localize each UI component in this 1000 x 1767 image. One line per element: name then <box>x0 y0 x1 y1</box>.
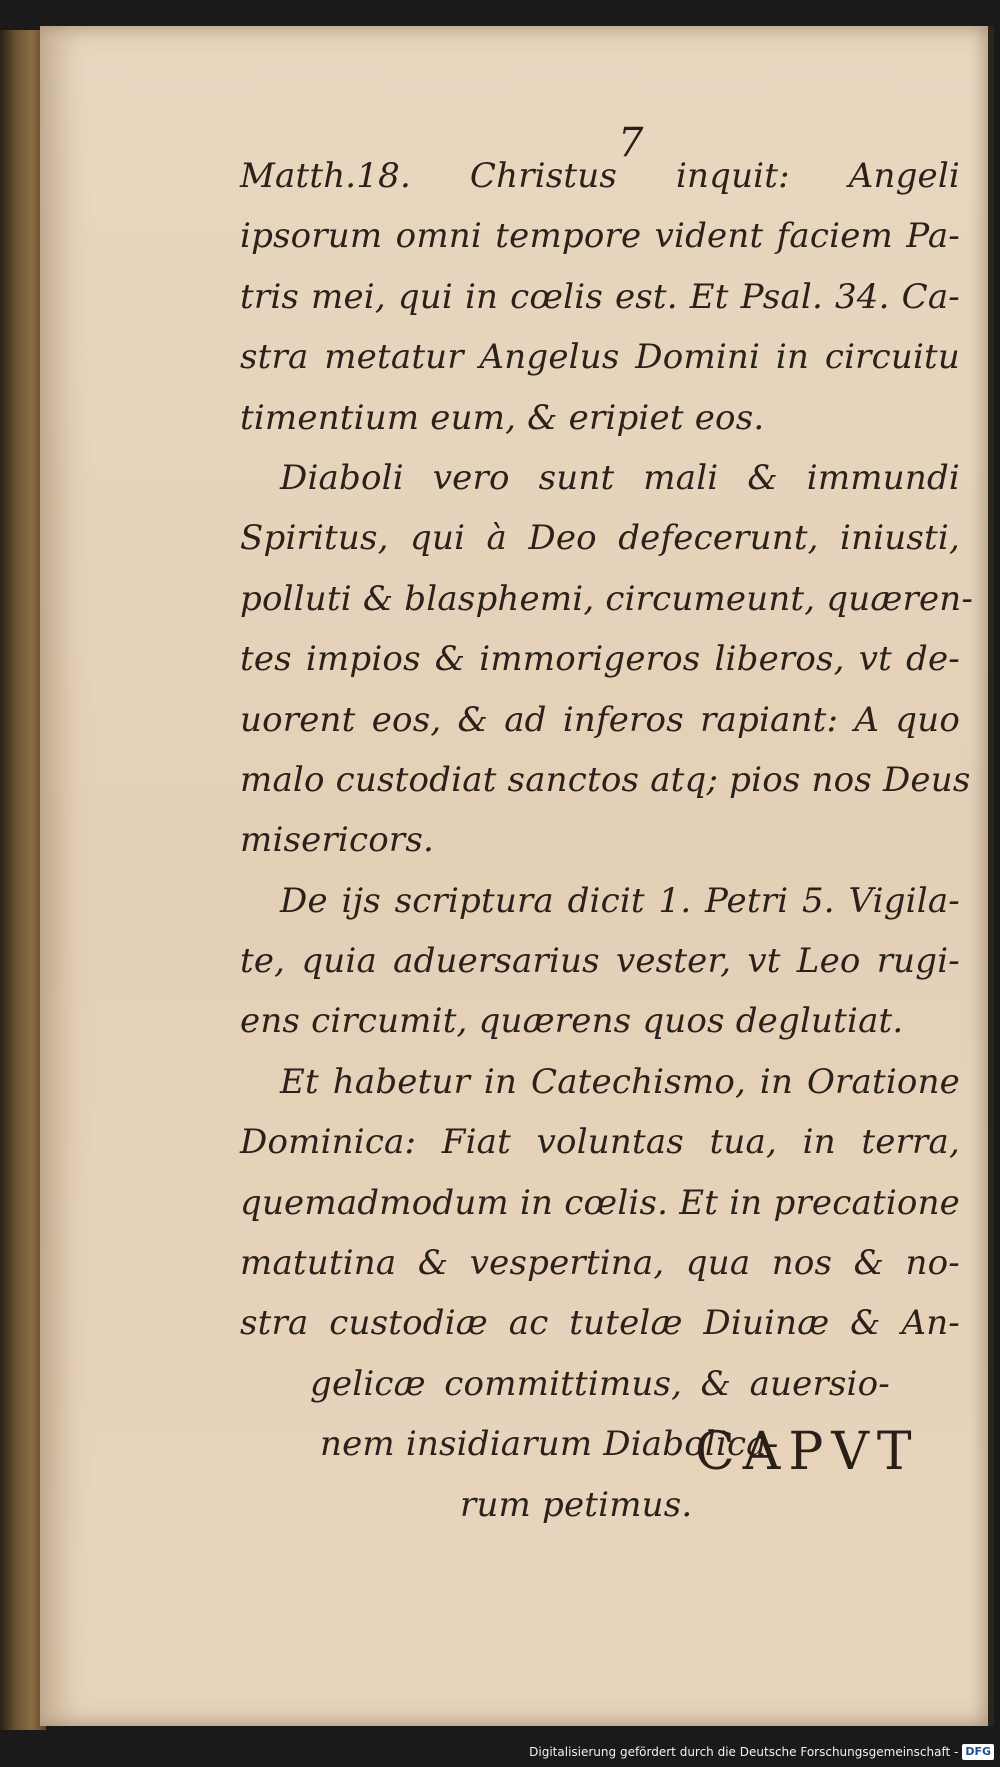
text-line: ipsorum omni tempore vident faciem Pa- <box>240 216 960 257</box>
text-line: malo custodiat sanctos atq; pios nos Deus <box>240 759 971 800</box>
text-line: tes impios & immorigeros liberos, vt de- <box>240 639 960 680</box>
digitization-credit <box>529 1741 994 1763</box>
text-line: Spiritus, qui à Deo defecerunt, iniusti, <box>240 518 960 559</box>
credit-text: Digitalisierung gefördert durch die Deutsche Forschungsgemeinschaft - <box>529 1745 959 1759</box>
text-line: Matth.18. Christus inquit: Angeli <box>240 156 960 196</box>
text-line: misericors. <box>240 820 435 861</box>
text-line: te, quia aduersarius vester, vt Leo rugi- <box>240 941 960 982</box>
text-line: tris mei, qui in cœlis est. Et Psal. 34. Ca- <box>240 276 960 317</box>
text-line: Diaboli vero sunt mali & immundi <box>280 457 960 498</box>
dfg-logo-icon: DFG <box>962 1744 994 1760</box>
text-line: Et habetur in Catechismo, in Oratione <box>280 1061 960 1102</box>
text-line: stra metatur Angelus Domini in circuitu <box>240 337 960 378</box>
text-line: matutina & vespertina, qua nos & no- <box>240 1243 960 1284</box>
text-line: Dominica: Fiat voluntas tua, in terra, <box>240 1122 960 1163</box>
text-line: stra custodiæ ac tutelæ Diuinæ & An- <box>240 1303 960 1344</box>
text-line: gelicæ committimus, & auersio- <box>310 1363 890 1404</box>
page-number: 7 <box>618 120 644 166</box>
text-line: ens circumit, quærens quos deglutiat. <box>240 1001 904 1042</box>
page-text <box>240 146 974 1535</box>
text-line: De ijs scriptura dicit 1. Petri 5. Vigila- <box>280 880 960 921</box>
text-line: uorent eos, & ad inferos rapiant: A quo <box>240 699 960 740</box>
text-line: rum petimus. <box>460 1484 693 1525</box>
text-line: nem insidiarum Diabolica- <box>320 1424 779 1465</box>
catchword: CAPVT <box>695 1422 920 1482</box>
text-line: polluti & blasphemi, circumeunt, quæren- <box>240 578 974 619</box>
text-line: timentium eum, & eripiet eos. <box>240 397 765 438</box>
text-line: quemadmodum in cœlis. Et in precatione <box>240 1182 960 1223</box>
